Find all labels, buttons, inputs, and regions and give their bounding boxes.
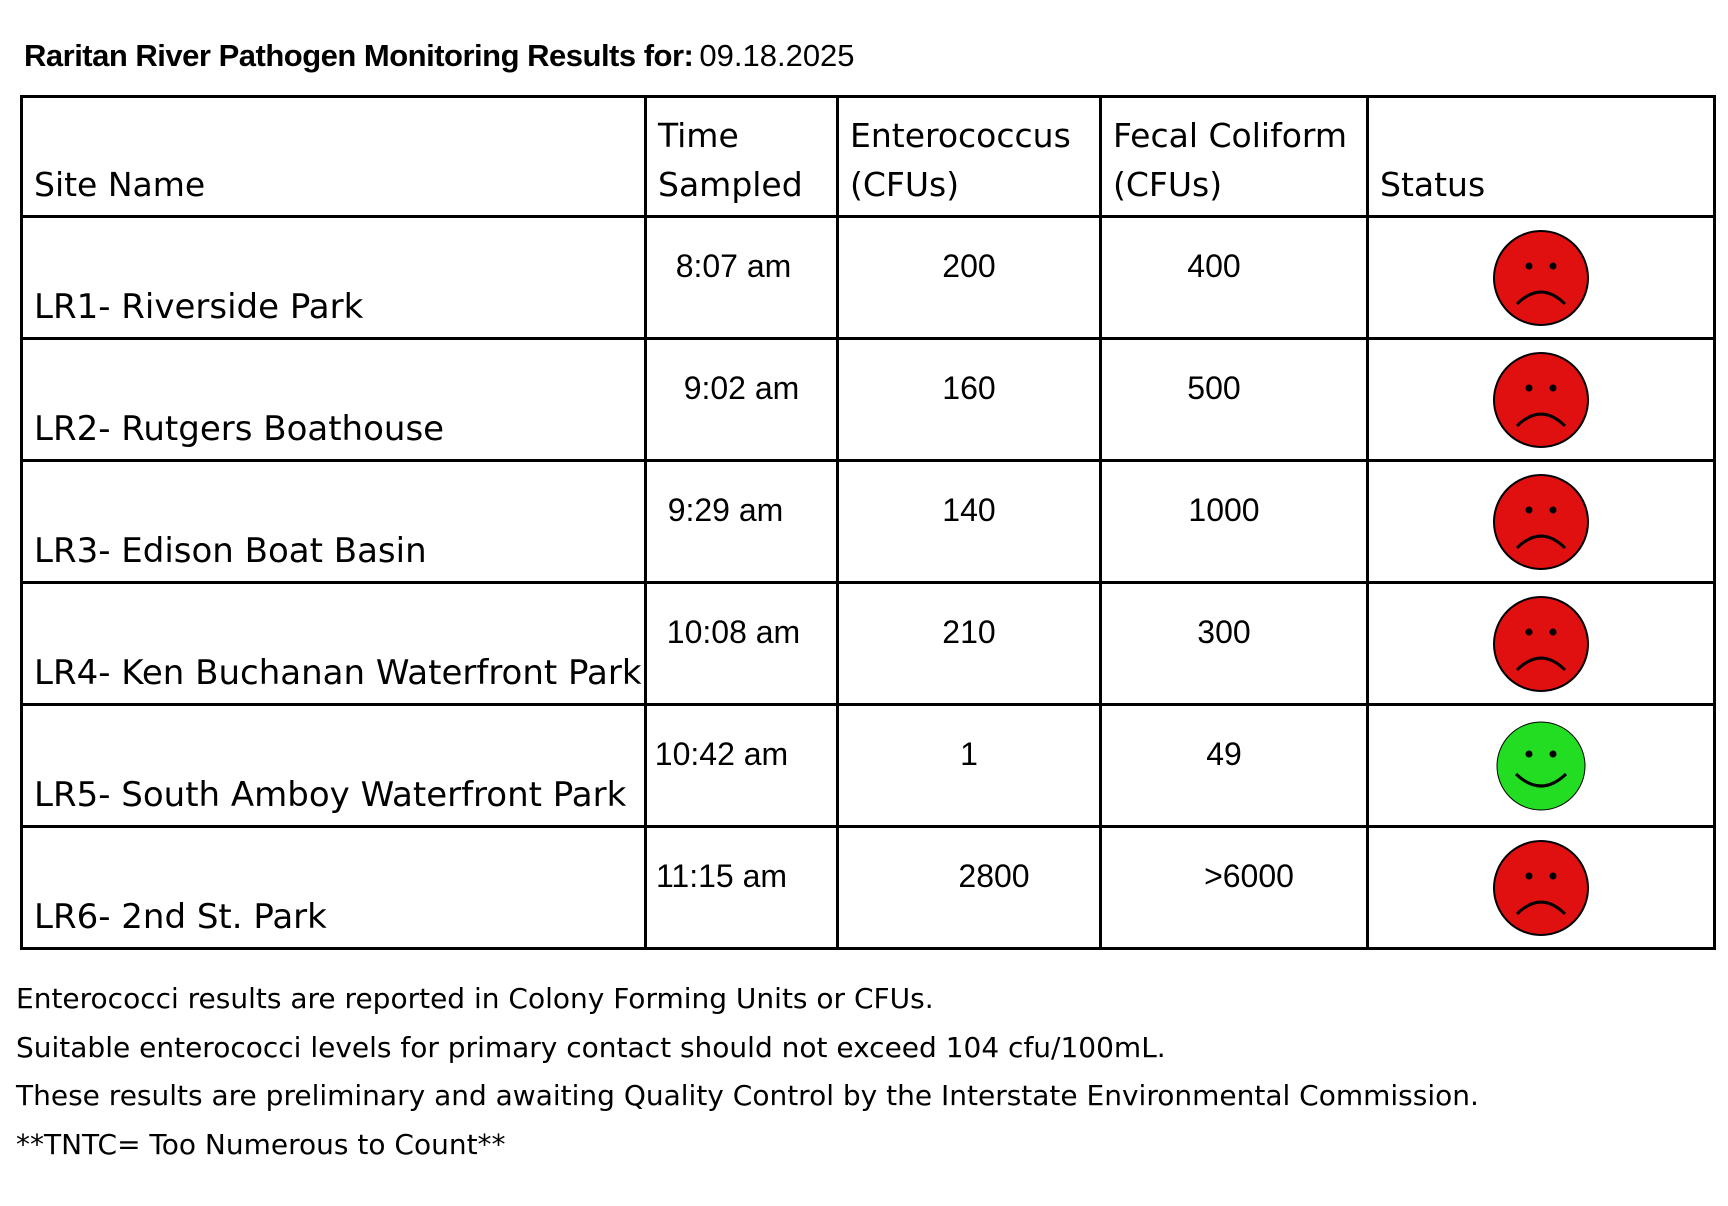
enterococcus-cell: 140 xyxy=(838,461,1101,583)
header-enterococcus: Enterococcus (CFUs) xyxy=(838,97,1101,217)
enterococcus-cell: 200 xyxy=(838,217,1101,339)
note-limit: Suitable enterococci levels for primary contact should not exceed 104 cfu/100mL. xyxy=(16,1030,1166,1064)
red-frown-icon xyxy=(1491,838,1591,938)
note-preliminary: These results are preliminary and awaiting Quality Control by the Interstate Environmental Commission. xyxy=(16,1079,1479,1112)
site-name-cell: LR1- Riverside Park xyxy=(22,217,646,339)
status-cell xyxy=(1368,461,1715,583)
results-body xyxy=(22,217,1715,949)
note-cfu: Enterococci results are reported in Colony Forming Units or CFUs. xyxy=(16,982,934,1015)
green-smile-icon xyxy=(1491,716,1591,816)
table-row xyxy=(22,217,1715,339)
site-name-cell: LR3- Edison Boat Basin xyxy=(22,461,646,583)
results-table xyxy=(20,95,1716,950)
site-name-cell: LR4- Ken Buchanan Waterfront Park xyxy=(22,583,646,705)
fecal-coliform-cell: 500 xyxy=(1101,339,1368,461)
time-sampled-cell: 8:07 am xyxy=(646,217,838,339)
fecal-coliform-cell: >6000 xyxy=(1101,827,1368,949)
header-site-name: Site Name xyxy=(22,97,646,217)
enterococcus-cell: 160 xyxy=(838,339,1101,461)
enterococcus-cell: 2800 xyxy=(838,827,1101,949)
site-name-cell: LR6- 2nd St. Park xyxy=(22,827,646,949)
table-row xyxy=(22,705,1715,827)
red-frown-icon xyxy=(1491,350,1591,450)
header-time-sampled: Time Sampled xyxy=(646,97,838,217)
header-row xyxy=(22,97,1715,217)
note-tntc: **TNTC= Too Numerous to Count** xyxy=(16,1127,506,1161)
red-frown-icon xyxy=(1491,228,1591,328)
site-name-cell: LR2- Rutgers Boathouse xyxy=(22,339,646,461)
fecal-coliform-cell: 1000 xyxy=(1101,461,1368,583)
red-frown-icon xyxy=(1491,472,1591,572)
status-cell xyxy=(1368,217,1715,339)
status-cell xyxy=(1368,705,1715,827)
time-sampled-cell: 9:29 am xyxy=(646,461,838,583)
fecal-coliform-cell: 400 xyxy=(1101,217,1368,339)
enterococcus-cell: 210 xyxy=(838,583,1101,705)
fecal-coliform-cell: 300 xyxy=(1101,583,1368,705)
table-row xyxy=(22,461,1715,583)
time-sampled-cell: 10:08 am xyxy=(646,583,838,705)
time-sampled-cell: 11:15 am xyxy=(646,827,838,949)
page-title xyxy=(24,38,855,74)
table-row xyxy=(22,339,1715,461)
time-sampled-cell: 10:42 am xyxy=(646,705,838,827)
title-date: 09.18.2025 xyxy=(699,38,855,73)
fecal-coliform-cell: 49 xyxy=(1101,705,1368,827)
notes xyxy=(16,975,1479,1169)
status-cell xyxy=(1368,827,1715,949)
status-cell xyxy=(1368,339,1715,461)
header-status: Status xyxy=(1368,97,1715,217)
red-frown-icon xyxy=(1491,594,1591,694)
header-fecal-coliform: Fecal Coliform (CFUs) xyxy=(1101,97,1368,217)
table-row xyxy=(22,583,1715,705)
table-row xyxy=(22,827,1715,949)
title-label: Raritan River Pathogen Monitoring Results for: xyxy=(24,38,694,73)
enterococcus-cell: 1 xyxy=(838,705,1101,827)
site-name-cell: LR5- South Amboy Waterfront Park xyxy=(22,705,646,827)
time-sampled-cell: 9:02 am xyxy=(646,339,838,461)
status-cell xyxy=(1368,583,1715,705)
